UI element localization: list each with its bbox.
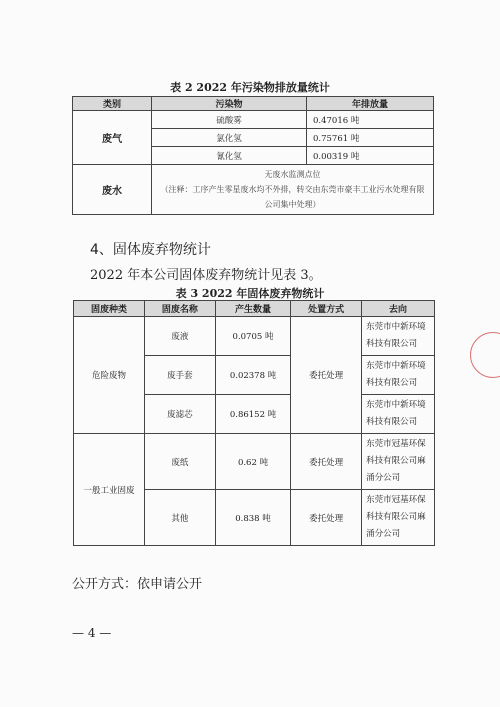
category-general: 一般工业固废 — [74, 434, 145, 546]
destination-cell: 东莞市中新环境科技有限公司 — [362, 395, 435, 434]
waste-name-cell: 废滤芯 — [144, 395, 215, 434]
category-water: 废水 — [73, 165, 152, 215]
header-category: 类别 — [73, 97, 152, 111]
disclosure-method: 公开方式：依申请公开 — [72, 577, 203, 592]
quantity-cell: 0.02378 吨 — [215, 356, 290, 395]
disposal-cell: 委托处理 — [291, 317, 362, 434]
pollutant-cell: 氯化氢 — [152, 129, 307, 147]
destination-cell: 东莞市中新环境科技有限公司 — [362, 356, 435, 395]
waste-name-cell: 废液 — [144, 317, 215, 356]
table-row — [74, 434, 435, 490]
official-seal-icon — [470, 332, 500, 378]
table2-caption: 表 2 2022 年污染物排放量统计 — [170, 81, 330, 94]
section-paragraph: 2022 年本公司固体废弃物统计见表 3。 — [90, 268, 322, 283]
header-destination: 去向 — [362, 301, 435, 317]
table-header-row — [74, 301, 435, 317]
water-note — [152, 165, 434, 215]
quantity-cell: 0.62 吨 — [215, 434, 290, 490]
emissions-table — [72, 96, 434, 215]
table-row — [74, 317, 435, 356]
quantity-cell: 0.0705 吨 — [215, 317, 290, 356]
category-hazardous: 危险废物 — [74, 317, 145, 434]
water-note-line2: （注释：工序产生零星废水均不外排，转交由东莞市豪丰工业污水处理有限公司集中处理） — [160, 185, 425, 209]
disposal-cell: 委托处理 — [291, 490, 362, 546]
amount-cell: 0.75761 吨 — [307, 129, 434, 147]
page-number: — 4 — — [72, 626, 112, 640]
header-disposal: 处置方式 — [291, 301, 362, 317]
header-amount: 年排放量 — [307, 97, 434, 111]
header-quantity: 产生数量 — [215, 301, 290, 317]
table-header-row — [73, 97, 434, 111]
table-row — [73, 111, 434, 129]
water-note-line1: 无废水监测点位 — [264, 170, 321, 179]
header-pollutant: 污染物 — [152, 97, 307, 111]
waste-name-cell: 废纸 — [144, 434, 215, 490]
amount-cell: 0.47016 吨 — [307, 111, 434, 129]
waste-name-cell: 废手套 — [144, 356, 215, 395]
destination-cell: 东莞市冠基环保科技有限公司麻涌分公司 — [362, 434, 435, 490]
header-waste-name: 固废名称 — [144, 301, 215, 317]
destination-cell: 东莞市中新环境科技有限公司 — [362, 317, 435, 356]
table3-caption: 表 3 2022 年固体废弃物统计 — [175, 287, 325, 300]
quantity-cell: 0.86152 吨 — [215, 395, 290, 434]
destination-cell: 东莞市冠基环保科技有限公司麻涌分公司 — [362, 490, 435, 546]
table-row — [73, 165, 434, 215]
disposal-cell: 委托处理 — [291, 434, 362, 490]
pollutant-cell: 氰化氢 — [152, 147, 307, 165]
quantity-cell: 0.838 吨 — [215, 490, 290, 546]
header-waste-type: 固废种类 — [74, 301, 145, 317]
solid-waste-table — [73, 300, 435, 546]
pollutant-cell: 硫酸雾 — [152, 111, 307, 129]
section-heading: 4、固体废弃物统计 — [90, 242, 211, 258]
waste-name-cell: 其他 — [144, 490, 215, 546]
amount-cell: 0.00319 吨 — [307, 147, 434, 165]
category-gas: 废气 — [73, 111, 152, 165]
